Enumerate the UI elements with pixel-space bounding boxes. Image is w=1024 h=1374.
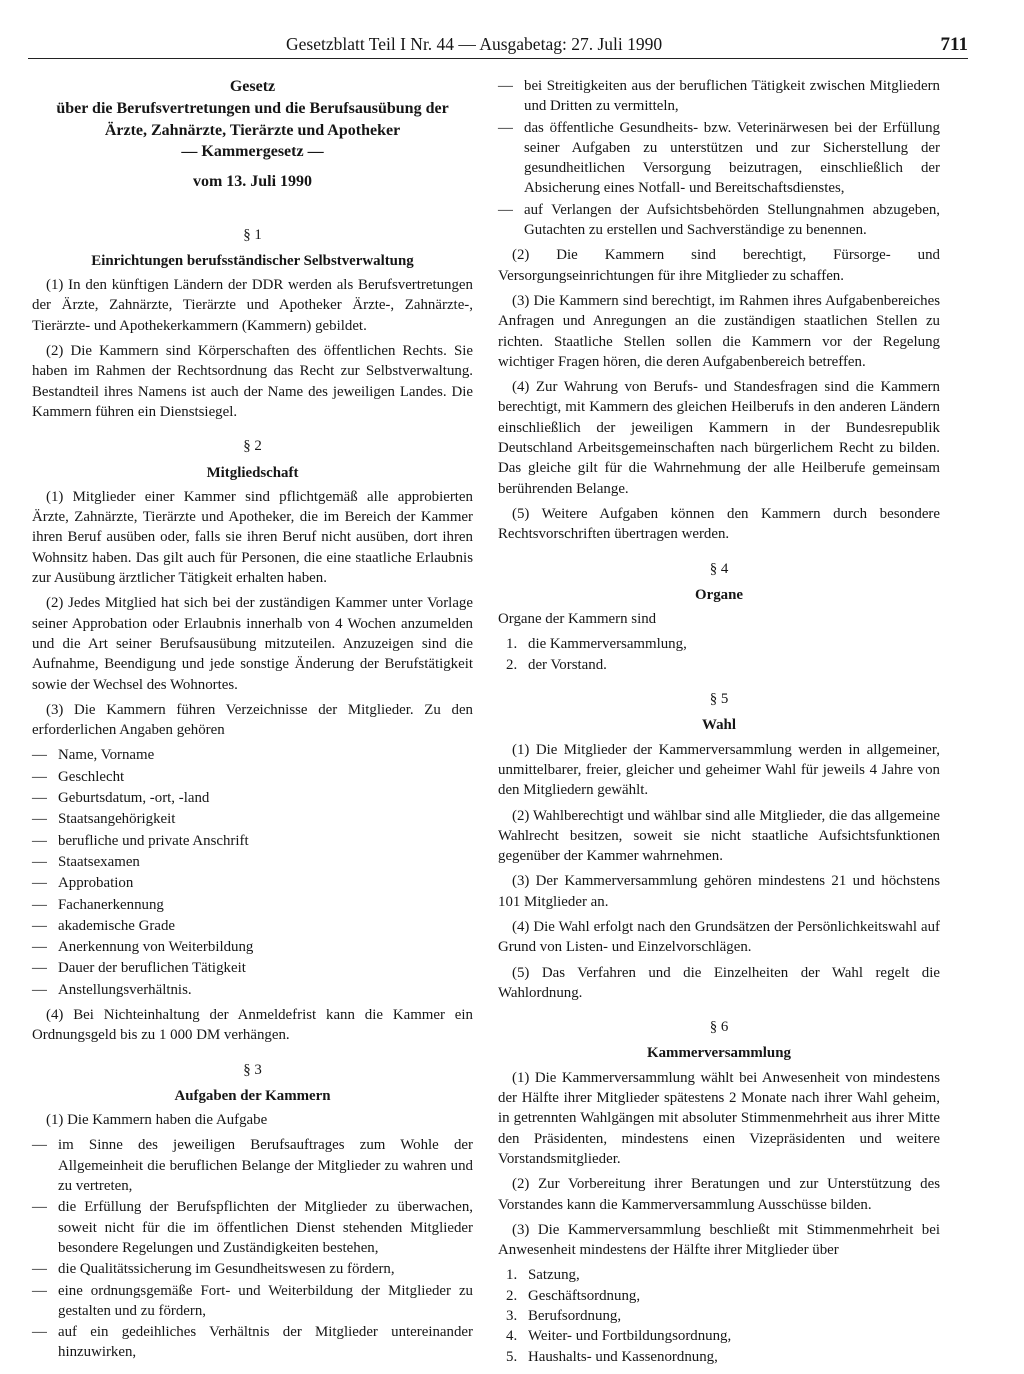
law-title-line-2: über die Berufsvertretungen und die Berufsausübung der xyxy=(56,100,449,117)
section-6-paragraph-3: (3) Die Kammerversammlung beschließt mit Stimmenmehrheit bei Anwesenheit mindestens der Hälfte ihrer Mitglieder über xyxy=(498,1221,940,1259)
list-item: 1. Satzung, xyxy=(506,1267,580,1284)
section-2-title: Mitgliedschaft xyxy=(206,464,299,481)
organs-list xyxy=(498,634,940,675)
list-item: — auf Verlangen der Aufsichtsbehörden Stellungnahmen abzugeben, Gutachten zu erstellen und Sachverständige zu benennen. xyxy=(498,201,940,239)
section-3-paragraph-4: (4) Zur Wahrung von Berufs- und Standesfragen sind die Kammern berechtigt, mit Kammern des gleichen Heilberufs in den anderen Ländern einschließlich der jeweiligen Kammern in der Bundesrepublik Deutschland Arbeitsgemeinschaften nach bürgerlichem Recht zu bilden. Das gleiche gilt für die Wahrnehmung der alle Heilberufe gemeinsam berührenden Belange. xyxy=(498,379,940,497)
list-item: — die Erfüllung der Berufspflichten der Mitglieder zu überwachen, soweit nicht für die im öffentlichen Dienst stehenden Mitglieder besondere Regelungen und Zuständigkeiten bestehen, xyxy=(32,1199,473,1256)
section-3-paragraph-2: (2) Die Kammern sind berechtigt, Fürsorge- und Versorgungseinrichtungen für ihre Mitglieder zu schaffen. xyxy=(498,247,940,284)
list-item: — Fachanerkennung xyxy=(32,896,164,913)
section-1-paragraph-2: (2) Die Kammern sind Körperschaften des öffentlichen Rechts. Sie haben im Rahmen der Rechtsordnung das Recht zur Selbstverwaltung. Bestandteil ihres Namens ist auch der Name des jeweiligen Landes. Die Kammern führen ein Dienstsiegel. xyxy=(32,343,473,420)
law-subtitle: — Kammergesetz — xyxy=(181,143,324,160)
list-item: 2. Geschäftsordnung, xyxy=(506,1287,641,1304)
list-item: — Dauer der beruflichen Tätigkeit xyxy=(32,960,246,977)
list-item: — Geschlecht xyxy=(32,768,125,785)
law-title-line-1: Gesetz xyxy=(229,78,276,95)
section-4-title: Organe xyxy=(695,586,743,603)
section-5-title: Wahl xyxy=(702,717,736,734)
page-number: 711 xyxy=(940,34,968,55)
section-5-paragraph-2: (2) Wahlberechtigt und wählbar sind alle Mitglieder, die das allgemeine Wahlrecht besitzen, soweit sie nicht staatliche Aufsichtsfunktionen gegenüber der Kammer wahrnehmen. xyxy=(498,807,940,865)
section-2-number: § 2 xyxy=(243,438,262,455)
section-5-paragraph-3: (3) Der Kammerversammlung gehören mindestens 21 und höchstens 101 Mitglieder an. xyxy=(498,873,940,910)
list-item: — Name, Vorname xyxy=(32,747,155,764)
law-title-line-3: Ärzte, Zahnärzte, Tierärzte und Apotheker xyxy=(104,122,401,139)
section-1-paragraph-1: (1) In den künftigen Ländern der DDR werden als Berufsvertretungen der Ärzte, Zahnärzte, Tierärzte und Apotheker Ärzte-, Zahnärzte-, Tierärzte- und Apothekerkammern (Kammern) gebildet. xyxy=(32,277,473,334)
section-2-paragraph-3: (3) Die Kammern führen Verzeichnisse der Mitglieder. Zu den erforderlichen Angaben gehören xyxy=(32,701,473,739)
list-item: 1. die Kammerversammlung, xyxy=(506,636,687,653)
section-5-paragraph-1: (1) Die Mitglieder der Kammerversammlung werden in allgemeiner, unmittelbarer, freier, gleicher und geheimer Wahl für jeweils 4 Jahre von den Mitgliedern gewählt. xyxy=(498,741,940,799)
list-item: — die Qualitätssicherung im Gesundheitswesen zu fördern, xyxy=(32,1261,395,1278)
member-data-list xyxy=(32,745,473,1000)
section-1-number: § 1 xyxy=(243,226,262,243)
right-column xyxy=(498,76,940,1372)
list-item: — bei Streitigkeiten aus der beruflichen Tätigkeit zwischen Mitgliedern und Dritten zu vermitteln, xyxy=(498,78,940,115)
section-5-paragraph-4: (4) Die Wahl erfolgt nach den Grundsätzen der Persönlichkeitswahl auf Grund von Listen- und Einzelvorschlägen. xyxy=(498,918,940,956)
header-text: Gesetzblatt Teil I Nr. 44 — Ausgabetag: 27. Juli 1990 xyxy=(286,34,663,54)
section-2-paragraph-4: (4) Bei Nichteinhaltung der Anmeldefrist kann die Kammer ein Ordnungsgeld bis zu 1 000 DM verhängen. xyxy=(32,1006,473,1044)
section-1-title: Einrichtungen berufsständischer Selbstverwaltung xyxy=(91,252,414,269)
section-3-number: § 3 xyxy=(243,1061,262,1078)
tasks-list-right xyxy=(498,76,940,240)
section-5-paragraph-5: (5) Das Verfahren und die Einzelheiten der Wahl regelt die Wahlordnung. xyxy=(498,964,940,1001)
tasks-list-left xyxy=(32,1135,473,1362)
section-6-paragraph-2: (2) Zur Vorbereitung ihrer Beratungen und zur Unterstützung des Vorstandes kann die Kammerversammlung Ausschüsse bilden. xyxy=(498,1176,940,1213)
section-3-paragraph-5: (5) Weitere Aufgaben können den Kammern durch besondere Rechtsvorschriften übertragen werden. xyxy=(498,505,940,543)
list-item: — berufliche und private Anschrift xyxy=(32,832,249,849)
list-item: — Anstellungsverhältnis. xyxy=(32,981,192,998)
list-item: 2. der Vorstand. xyxy=(506,656,607,673)
section-4-intro: Organe der Kammern sind xyxy=(498,611,657,628)
section-5-number: § 5 xyxy=(709,691,729,708)
section-3-paragraph-1: (1) Die Kammern haben die Aufgabe xyxy=(46,1112,268,1129)
page-header xyxy=(28,34,968,59)
list-item: — das öffentliche Gesundheits- bzw. Veterinärwesen bei der Erfüllung seiner Aufgaben zu unterstützen und zur Sicherstellung der gesundheitlichen Versorgung beizutragen, einschließlich der Absicherung eines Notfall- und Bereitschaftsdienstes, xyxy=(498,119,940,197)
list-item: — auf ein gedeihliches Verhältnis der Mitglieder untereinander hinzuwirken, xyxy=(32,1324,473,1361)
section-4-number: § 4 xyxy=(709,560,729,577)
section-6-title: Kammerversammlung xyxy=(647,1045,791,1062)
section-6-paragraph-1: (1) Die Kammerversammlung wählt bei Anwesenheit von mindestens der Hälfte ihrer Mitglieder spätestens 2 Monate nach ihrer Wahl geheim, in getrennten Wahlgängen mit absoluter Stimmenmehrheit aus ihrer Mitte den Präsidenten, mindestens einen Vizepräsidenten und weitere Vorstandsmitglieder. xyxy=(498,1069,940,1167)
list-item: — Approbation xyxy=(32,875,134,892)
list-item: 3. Berufsordnung, xyxy=(506,1308,622,1325)
list-item: — akademische Grade xyxy=(32,917,175,934)
section-3-paragraph-3: (3) Die Kammern sind berechtigt, im Rahmen ihres Aufgabenbereiches Anfragen und Anregungen an die zuständigen staatlichen Stellen zu richten. Staatliche Stellen sollen die Kammern vor der Regelung wichtiger Fragen hören, die deren Aufgabenbereich betreffen. xyxy=(498,292,940,370)
left-column xyxy=(32,76,473,1368)
law-date: vom 13. Juli 1990 xyxy=(192,173,313,191)
list-item: — eine ordnungsgemäße Fort- und Weiterbildung der Mitglieder zu gestalten und zu fördern, xyxy=(32,1282,473,1319)
list-item: 4. Weiter- und Fortbildungsordnung, xyxy=(506,1328,732,1345)
list-item: — Geburtsdatum, -ort, -land xyxy=(32,790,210,807)
list-item: 5. Haushalts- und Kassenordnung, xyxy=(506,1348,718,1365)
list-item: — im Sinne des jeweiligen Berufsauftrages zum Wohle der Allgemeinheit die beruflichen Belange der Mitglieder zu wahren und zu vertreten, xyxy=(32,1137,473,1195)
section-3-title: Aufgaben der Kammern xyxy=(174,1087,331,1104)
list-item: — Anerkennung von Weiterbildung xyxy=(32,939,254,956)
section-2-paragraph-1: (1) Mitglieder einer Kammer sind pflichtgemäß alle approbierten Ärzte, Zahnärzte, Tierärzte und Apotheker, die im Bereich der Kammer ihren Beruf ausüben oder, falls sie ihren Beruf nicht ausüben, dort ihren Wohnsitz haben. Das gilt auch für Personen, die eine staatliche Erlaubnis zur Ausübung ärztlicher Tätigkeit erhalten haben. xyxy=(32,488,473,587)
section-2-paragraph-2: (2) Jedes Mitglied hat sich bei der zuständigen Kammer unter Vorlage seiner Approbation oder Erlaubnis innerhalb von 4 Wochen anzumelden und die Art seiner Berufsausübung mitzuteilen. Anzuzeigen sind die Aufnahme, Beendigung und jede sonstige Änderung der Berufstätigkeit sowie der Wechsel des Wohnortes. xyxy=(32,595,473,693)
resolutions-list xyxy=(498,1265,940,1366)
section-6-number: § 6 xyxy=(709,1019,729,1036)
list-item: — Staatsangehörigkeit xyxy=(32,811,176,828)
list-item: — Staatsexamen xyxy=(32,853,140,870)
